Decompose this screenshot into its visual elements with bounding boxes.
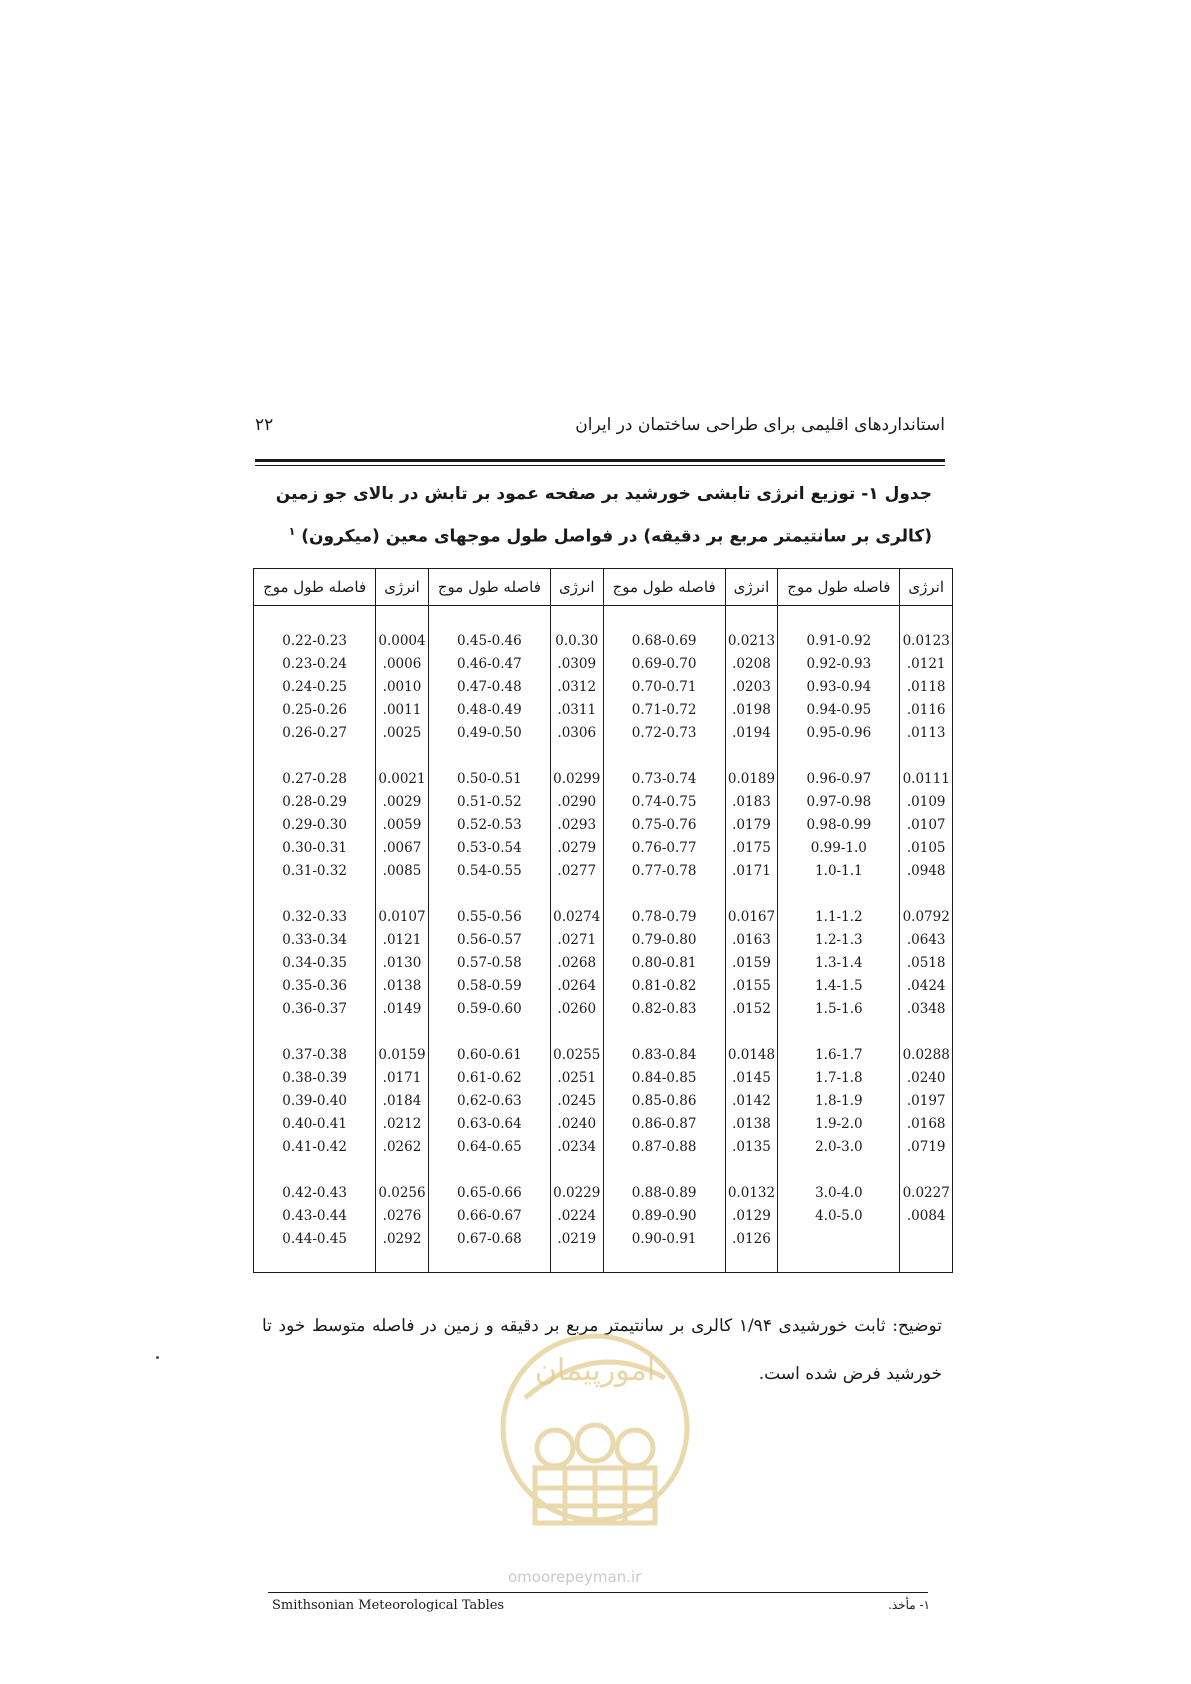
- table-cell: 0.88-0.89: [631, 1185, 697, 1201]
- table-cell: 0.0123: [902, 633, 950, 649]
- table-cell: 0.80-0.81: [631, 955, 697, 971]
- running-title: استانداردهای اقلیمی برای طراحی ساختمان در ایران: [575, 415, 945, 435]
- table-cell: .0130: [382, 955, 422, 971]
- table-cell: .0277: [557, 863, 597, 879]
- table-cell: .0149: [382, 1001, 422, 1017]
- table-cell: 0.90-0.91: [631, 1231, 697, 1247]
- group-spacer: [900, 1159, 952, 1182]
- group-spacer: [429, 745, 550, 768]
- table-cell: .0011: [382, 702, 422, 718]
- table-cell: .0116: [906, 702, 946, 718]
- header-rule-thick: [255, 459, 945, 462]
- table-cell: .0142: [732, 1093, 771, 1109]
- table-cell: .0292: [382, 1231, 422, 1247]
- table-cell: 0.48-0.49: [457, 702, 522, 718]
- table-cell: 0.87-0.88: [631, 1139, 697, 1155]
- table-cell: 0.0148: [727, 1047, 776, 1063]
- table-cell: .0113: [906, 725, 946, 741]
- table-cell: .0059: [382, 817, 422, 833]
- table-cell: .0268: [557, 955, 597, 971]
- table-cell: 0.72-0.73: [631, 725, 697, 741]
- table-cell: 2.0-3.0: [815, 1139, 863, 1155]
- table-cell: 0.44-0.45: [282, 1231, 347, 1247]
- table-cell: 0.83-0.84: [631, 1047, 697, 1063]
- energy-table: [253, 568, 953, 1273]
- table-cell: .0306: [557, 725, 597, 741]
- table-cell: .0212: [382, 1116, 422, 1132]
- table-cell: .0085: [382, 863, 422, 879]
- table-cell: .0138: [382, 978, 422, 994]
- group-spacer: [604, 745, 725, 768]
- group-spacer: [254, 745, 375, 768]
- table-note: توضیح: ثابت خورشیدی ۱/۹۴ کالری بر سانتیمتر مربع بر دقیقه و زمین در فاصله متوسط خود تا خورشید فرض شده است.: [262, 1316, 942, 1384]
- table-cell: 0.61-0.62: [457, 1070, 522, 1086]
- table-cell: .0219: [557, 1231, 597, 1247]
- group-spacer: [726, 883, 778, 906]
- table-cell: 0.82-0.83: [631, 1001, 697, 1017]
- table-cell: .0240: [906, 1070, 946, 1086]
- table-cell: .0126: [732, 1231, 771, 1247]
- table-cell: 0.49-0.50: [457, 725, 522, 741]
- table-cell: 0.31-0.32: [282, 863, 347, 879]
- table-cell: .0643: [906, 932, 946, 948]
- group-spacer: [254, 883, 375, 906]
- table-header-row: [254, 569, 953, 606]
- table-cell: .0121: [906, 656, 946, 672]
- group-spacer: [376, 883, 428, 906]
- watermark-url: omoorepeyman.ir: [508, 1568, 642, 1586]
- table-cell: .0276: [382, 1208, 422, 1224]
- table-cell: 0.67-0.68: [457, 1231, 522, 1247]
- table-cell: 0.28-0.29: [282, 794, 347, 810]
- column-header: انرژی: [900, 569, 953, 606]
- table-cell: 0.0227: [902, 1185, 950, 1201]
- table-cell: .0171: [382, 1070, 422, 1086]
- table-cell: .0348: [906, 1001, 946, 1017]
- table-cell: 0.97-0.98: [806, 794, 872, 810]
- table-cell: .0179: [732, 817, 771, 833]
- table-cell: 1.9-2.0: [815, 1116, 863, 1132]
- table-cell: .0948: [906, 863, 946, 879]
- table-cell: 0.93-0.94: [806, 679, 872, 695]
- group-spacer: [376, 1021, 428, 1044]
- table-cell: 0.84-0.85: [631, 1070, 697, 1086]
- column-header: انرژی: [376, 569, 429, 606]
- table-cell: .0010: [382, 679, 422, 695]
- group-spacer: [254, 1021, 375, 1044]
- table-cell: 0.65-0.66: [457, 1185, 522, 1201]
- table-cell: 0.24-0.25: [282, 679, 347, 695]
- group-spacer: [254, 1159, 375, 1182]
- table-cell: .0194: [732, 725, 771, 741]
- table-cell: .0163: [732, 932, 771, 948]
- table-cell: 0.66-0.67: [457, 1208, 522, 1224]
- footer-source: Smithsonian Meteorological Tables: [272, 1598, 505, 1613]
- group-spacer: [778, 883, 899, 906]
- table-cell: 0.77-0.78: [631, 863, 697, 879]
- table-cell: 0.40-0.41: [282, 1116, 347, 1132]
- table-cell: .0203: [732, 679, 771, 695]
- table-cell: 0.22-0.23: [282, 633, 347, 649]
- table-cell: .0198: [732, 702, 771, 718]
- table-cell: 0.25-0.26: [282, 702, 347, 718]
- table-cell: 0.29-0.30: [282, 817, 347, 833]
- table-cell: .0183: [732, 794, 771, 810]
- table-cell: .0129: [732, 1208, 771, 1224]
- group-spacer: [900, 1021, 952, 1044]
- table-cell: .0197: [906, 1093, 946, 1109]
- table-column: [376, 606, 429, 1273]
- table-cell: 0.59-0.60: [457, 1001, 522, 1017]
- table-cell: 0.96-0.97: [806, 771, 872, 787]
- table-cell: 1.4-1.5: [815, 978, 863, 994]
- table-cell: .0025: [382, 725, 422, 741]
- table-cell: 0.39-0.40: [282, 1093, 347, 1109]
- group-spacer: [376, 1159, 428, 1182]
- group-spacer: [900, 745, 952, 768]
- page-header: [255, 413, 945, 443]
- table-cell: 0.69-0.70: [631, 656, 697, 672]
- group-spacer: [900, 883, 952, 906]
- table-cell: 1.7-1.8: [815, 1070, 863, 1086]
- column-header: فاصله طول موج: [428, 569, 550, 606]
- table-cell: .0208: [732, 656, 771, 672]
- table-cell: 0.95-0.96: [806, 725, 872, 741]
- table-cell: 0.86-0.87: [631, 1116, 697, 1132]
- table-cell: 0.45-0.46: [457, 633, 522, 649]
- table-cell: 0.34-0.35: [282, 955, 347, 971]
- table-cell: 1.3-1.4: [815, 955, 863, 971]
- table-caption: [262, 475, 932, 556]
- table-cell: 0.30-0.31: [282, 840, 347, 856]
- stray-mark: [156, 1356, 159, 1359]
- group-spacer: [778, 1159, 899, 1182]
- group-spacer: [551, 883, 603, 906]
- table-cell: 0.43-0.44: [282, 1208, 347, 1224]
- table-cell: .0290: [557, 794, 597, 810]
- table-column: [778, 606, 900, 1273]
- table-cell: 0.91-0.92: [806, 633, 872, 649]
- column-header: انرژی: [550, 569, 603, 606]
- group-spacer: [604, 1021, 725, 1044]
- table-cell: 0.64-0.65: [457, 1139, 522, 1155]
- table-cell: 0.0213: [727, 633, 776, 649]
- table-cell: 0.42-0.43: [282, 1185, 347, 1201]
- table-cell: 0.62-0.63: [457, 1093, 522, 1109]
- table-cell: 4.0-5.0: [815, 1208, 863, 1224]
- table-cell: .0152: [732, 1001, 771, 1017]
- table-cell: 0.75-0.76: [631, 817, 697, 833]
- table-cell: 0.94-0.95: [806, 702, 872, 718]
- table-cell: 1.6-1.7: [815, 1047, 863, 1063]
- table-cell: 0.73-0.74: [631, 771, 697, 787]
- column-header: فاصله طول موج: [603, 569, 725, 606]
- table-cell: .0311: [557, 702, 597, 718]
- table-cell: 0.33-0.34: [282, 932, 347, 948]
- table-cell: 0.0004: [378, 633, 426, 649]
- table-cell: 1.8-1.9: [815, 1093, 863, 1109]
- table-cell: 0.0288: [902, 1047, 950, 1063]
- table-cell: 0.58-0.59: [457, 978, 522, 994]
- table-cell: 0.0274: [553, 909, 601, 925]
- table-cell: 0.0229: [553, 1185, 601, 1201]
- table-column: [603, 606, 725, 1273]
- table-cell: .0240: [557, 1116, 597, 1132]
- group-spacer: [778, 745, 899, 768]
- group-spacer: [429, 1159, 550, 1182]
- table-cell: 1.0-1.1: [815, 863, 863, 879]
- table-cell: 0.57-0.58: [457, 955, 522, 971]
- table-cell: .0067: [382, 840, 422, 856]
- table-cell: 0.0299: [553, 771, 601, 787]
- table-column: [254, 606, 376, 1273]
- table-cell: 0.0111: [902, 771, 950, 787]
- table-cell: .0719: [906, 1139, 946, 1155]
- table-cell: 0.81-0.82: [631, 978, 697, 994]
- table-cell: .0084: [906, 1208, 946, 1224]
- table-cell: .0145: [732, 1070, 771, 1086]
- table-cell: 0.37-0.38: [282, 1047, 347, 1063]
- group-spacer: [551, 1159, 603, 1182]
- page-number: ۲۲: [255, 415, 274, 435]
- table-cell: .0109: [906, 794, 946, 810]
- caption-text: جدول ۱- توزیع انرژی تابشی خورشید بر صفحه عمود بر تابش در بالای جو زمین (کالری بر سانتیمتر مربع بر دقیقه) در فواصل طول موجهای معین (میکرون): [275, 484, 932, 547]
- table-cell: 0.0132: [727, 1185, 776, 1201]
- table-column: [550, 606, 603, 1273]
- column-header: فاصله طول موج: [254, 569, 376, 606]
- table-cell: .0251: [557, 1070, 597, 1086]
- table-column: [428, 606, 550, 1273]
- table-cell: 0.71-0.72: [631, 702, 697, 718]
- table-cell: 0.41-0.42: [282, 1139, 347, 1155]
- table-cell: .0424: [906, 978, 946, 994]
- table-cell: .0171: [732, 863, 771, 879]
- group-spacer: [778, 1021, 899, 1044]
- table-cell: .0175: [732, 840, 771, 856]
- group-spacer: [429, 1021, 550, 1044]
- table-cell: .0107: [906, 817, 946, 833]
- caption-footnote-mark: ۱: [288, 525, 296, 538]
- table-column: [900, 606, 953, 1273]
- table-cell: 0.23-0.24: [282, 656, 347, 672]
- table-cell: 0.56-0.57: [457, 932, 522, 948]
- group-spacer: [551, 1021, 603, 1044]
- group-spacer: [604, 1159, 725, 1182]
- table-cell: .0159: [732, 955, 771, 971]
- table-cell: 0.32-0.33: [282, 909, 347, 925]
- table-cell: 0.76-0.77: [631, 840, 697, 856]
- group-spacer: [551, 745, 603, 768]
- table-cell: .0168: [906, 1116, 946, 1132]
- table-cell: .0293: [557, 817, 597, 833]
- table-cell: 0.52-0.53: [457, 817, 522, 833]
- table-cell: 1.5-1.6: [815, 1001, 863, 1017]
- table-cell: 1.2-1.3: [815, 932, 863, 948]
- table-cell: 1.1-1.2: [815, 909, 863, 925]
- table-cell: 0.54-0.55: [457, 863, 522, 879]
- table-cell: 0.0021: [378, 771, 426, 787]
- table-cell: .0105: [906, 840, 946, 856]
- table-cell: 0.50-0.51: [457, 771, 522, 787]
- table-body-row: [254, 606, 953, 1273]
- group-spacer: [726, 1021, 778, 1044]
- table-cell: .0271: [557, 932, 597, 948]
- table-cell: .0312: [557, 679, 597, 695]
- column-header: فاصله طول موج: [778, 569, 900, 606]
- group-spacer: [726, 1159, 778, 1182]
- table-cell: 0.0167: [727, 909, 776, 925]
- table-cell: .0262: [382, 1139, 422, 1155]
- table-cell: 0.0189: [727, 771, 776, 787]
- group-spacer: [604, 883, 725, 906]
- table-cell: 0.92-0.93: [806, 656, 872, 672]
- seal-text: امورپیمان: [534, 1353, 656, 1388]
- table-cell: 0.78-0.79: [631, 909, 697, 925]
- table-cell: .0264: [557, 978, 597, 994]
- table-cell: .0029: [382, 794, 422, 810]
- group-spacer: [429, 883, 550, 906]
- table-cell: .0138: [732, 1116, 771, 1132]
- header-rule-thin: [255, 465, 945, 466]
- table-cell: .0155: [732, 978, 771, 994]
- table-cell: 0.60-0.61: [457, 1047, 522, 1063]
- table-cell: 0.55-0.56: [457, 909, 522, 925]
- table-cell: 0.27-0.28: [282, 771, 347, 787]
- table-cell: .0006: [382, 656, 422, 672]
- table-cell: 0.35-0.36: [282, 978, 347, 994]
- table-cell: .0224: [557, 1208, 597, 1224]
- table-cell: 0.98-0.99: [806, 817, 872, 833]
- table-cell: 0.36-0.37: [282, 1001, 347, 1017]
- table-cell: .0309: [557, 656, 597, 672]
- table-cell: 0.0255: [553, 1047, 601, 1063]
- table-cell: .0245: [557, 1093, 597, 1109]
- table-cell: 0.46-0.47: [457, 656, 522, 672]
- table-cell: 0.79-0.80: [631, 932, 697, 948]
- table-cell: .0234: [557, 1139, 597, 1155]
- watermark-seal-icon: [495, 1318, 695, 1568]
- table-cell: 0.68-0.69: [631, 633, 697, 649]
- table-cell: 0.99-1.0: [810, 840, 867, 856]
- table-cell: .0279: [557, 840, 597, 856]
- table-cell: 0.0107: [378, 909, 426, 925]
- table-cell: .0184: [382, 1093, 422, 1109]
- table-cell: 0.0.30: [555, 633, 599, 649]
- table-cell: 3.0-4.0: [815, 1185, 863, 1201]
- table-cell: 0.0256: [378, 1185, 426, 1201]
- table-cell: 0.0792: [902, 909, 950, 925]
- table-cell: 0.74-0.75: [631, 794, 697, 810]
- table-cell: 0.70-0.71: [631, 679, 697, 695]
- footer-footnote-label: ۱- مأخذ.: [888, 1598, 930, 1612]
- group-spacer: [376, 745, 428, 768]
- table-cell: 0.63-0.64: [457, 1116, 522, 1132]
- table-cell: 0.51-0.52: [457, 794, 522, 810]
- column-header: انرژی: [725, 569, 778, 606]
- footer-rule: [268, 1592, 928, 1593]
- table-cell: 0.38-0.39: [282, 1070, 347, 1086]
- table-cell: 0.26-0.27: [282, 725, 347, 741]
- table-cell: .0135: [732, 1139, 771, 1155]
- table-cell: 0.47-0.48: [457, 679, 522, 695]
- table-cell: 0.85-0.86: [631, 1093, 697, 1109]
- table-cell: .0121: [382, 932, 422, 948]
- group-spacer: [726, 745, 778, 768]
- table-column: [725, 606, 778, 1273]
- table-cell: .0260: [557, 1001, 597, 1017]
- table-cell: .0518: [906, 955, 946, 971]
- table-cell: .0118: [906, 679, 946, 695]
- table-cell: 0.89-0.90: [631, 1208, 697, 1224]
- table-cell: 0.0159: [378, 1047, 426, 1063]
- table-cell: 0.53-0.54: [457, 840, 522, 856]
